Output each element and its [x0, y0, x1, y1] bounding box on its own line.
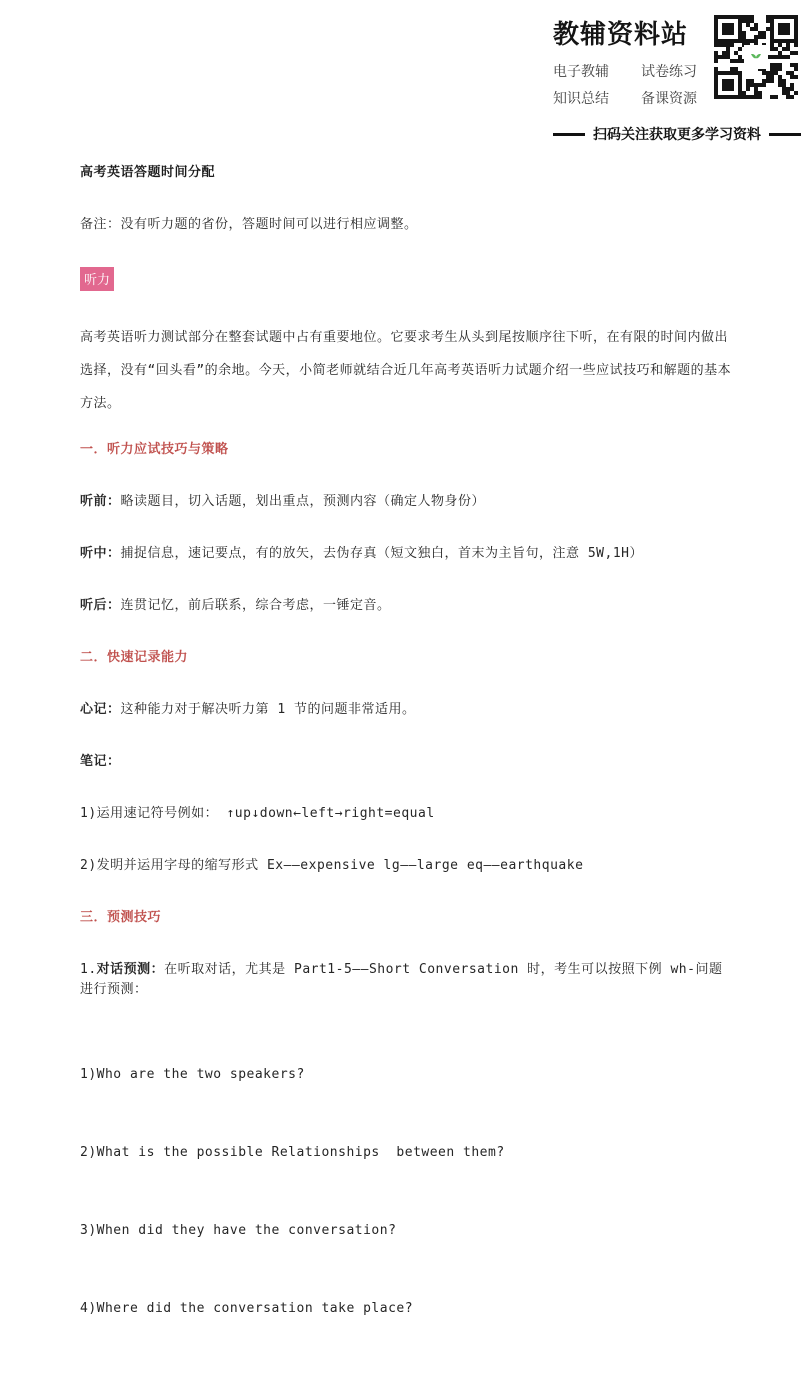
brand-header — [553, 12, 801, 144]
page-title: 高考英语答题时间分配 — [80, 165, 216, 180]
qr-finder-top-right — [770, 15, 798, 43]
qr-code — [711, 12, 801, 102]
abbreviation-line: 2)发明并运用字母的缩写形式 Ex——expensive lg——large eq——earthquake — [80, 858, 584, 873]
tip-before-label: 听前： — [80, 494, 121, 509]
note-text: 没有听力题的省份，答题时间可以进行相应调整。 — [120, 217, 418, 232]
listening-badge: 听力 — [80, 267, 114, 291]
wh-question-1: 1)Who are the two speakers? — [80, 1067, 305, 1082]
dialog-prediction-text: 在听取对话，尤其是 Part1-5——Short Conversation 时，考生可以按照下例 wh-问题进行预测： — [80, 962, 723, 997]
tip-before-listening — [80, 492, 735, 512]
dialog-prediction-number: 1. — [80, 962, 97, 977]
dialog-prediction-paragraph — [80, 960, 735, 1000]
intro-paragraph: 高考英语听力测试部分在整套试题中占有重要地位。它要求考生从头到尾按顺序往下听，在有限的时间内做出选择，没有“回头看”的余地。今天，小简老师就结合近几年高考英语听力试题介绍一些应试技巧和解题的基本方法。 — [80, 330, 732, 411]
wh-question-2: 2)What is the possible Relationships between them? — [80, 1145, 505, 1160]
brand-feature-list — [553, 61, 703, 108]
mental-note-text: 这种能力对于解决听力第 1 节的问题非常适用。 — [120, 702, 416, 717]
dialog-prediction-label: 对话预测： — [96, 962, 165, 977]
feature-paper-practice: 试卷练习 — [641, 63, 697, 79]
listening-badge-row — [80, 267, 735, 291]
mental-note-paragraph — [80, 700, 735, 720]
tip-after-label: 听后： — [80, 598, 121, 613]
qr-center-bird-icon — [744, 45, 768, 69]
written-note-paragraph — [80, 752, 735, 772]
brand-title: 教辅资料站 — [553, 19, 689, 49]
section3-heading: 三．预测技巧 — [80, 910, 162, 925]
feature-knowledge-summary: 知识总结 — [553, 90, 609, 106]
mental-note-label: 心记： — [80, 702, 121, 717]
section1-heading: 一．听力应试技巧与策略 — [80, 442, 229, 457]
scan-tagline — [553, 124, 801, 144]
wh-question-4: 4)Where did the conversation take place? — [80, 1301, 414, 1316]
brand-column — [553, 12, 703, 108]
qr-finder-bottom-left — [714, 71, 742, 99]
feature-lesson-resources: 备课资源 — [641, 90, 697, 106]
brand-header-top — [553, 12, 801, 108]
wh-question-3: 3)When did they have the conversation? — [80, 1223, 397, 1238]
shorthand-symbols-line: 1)运用速记符号例如： ↑up↓down←left→right=equal — [80, 806, 435, 821]
wh-question-list — [80, 1010, 735, 1374]
tagline-text: 扫码关注获取更多学习资料 — [593, 126, 761, 142]
note-paragraph — [80, 215, 735, 235]
tip-while-label: 听中： — [80, 546, 121, 561]
tip-while-text: 捕捉信息，速记要点，有的放矢，去伪存真（短文独白，首末为主旨句，注意 5W,1H） — [120, 546, 643, 561]
section2-heading: 二．快速记录能力 — [80, 650, 189, 665]
tip-after-listening — [80, 596, 735, 616]
tagline-right-dash — [769, 133, 801, 136]
tip-while-listening — [80, 544, 735, 564]
written-note-label: 笔记： — [80, 754, 121, 769]
qr-finder-top-left — [714, 15, 742, 43]
tip-before-text: 略读题目，切入话题，划出重点，预测内容（确定人物身份） — [120, 494, 486, 509]
tip-after-text: 连贯记忆，前后联系，综合考虑，一锤定音。 — [120, 598, 391, 613]
tagline-left-dash — [553, 133, 585, 136]
feature-ebook: 电子教辅 — [553, 63, 609, 79]
note-label: 备注： — [80, 217, 121, 232]
